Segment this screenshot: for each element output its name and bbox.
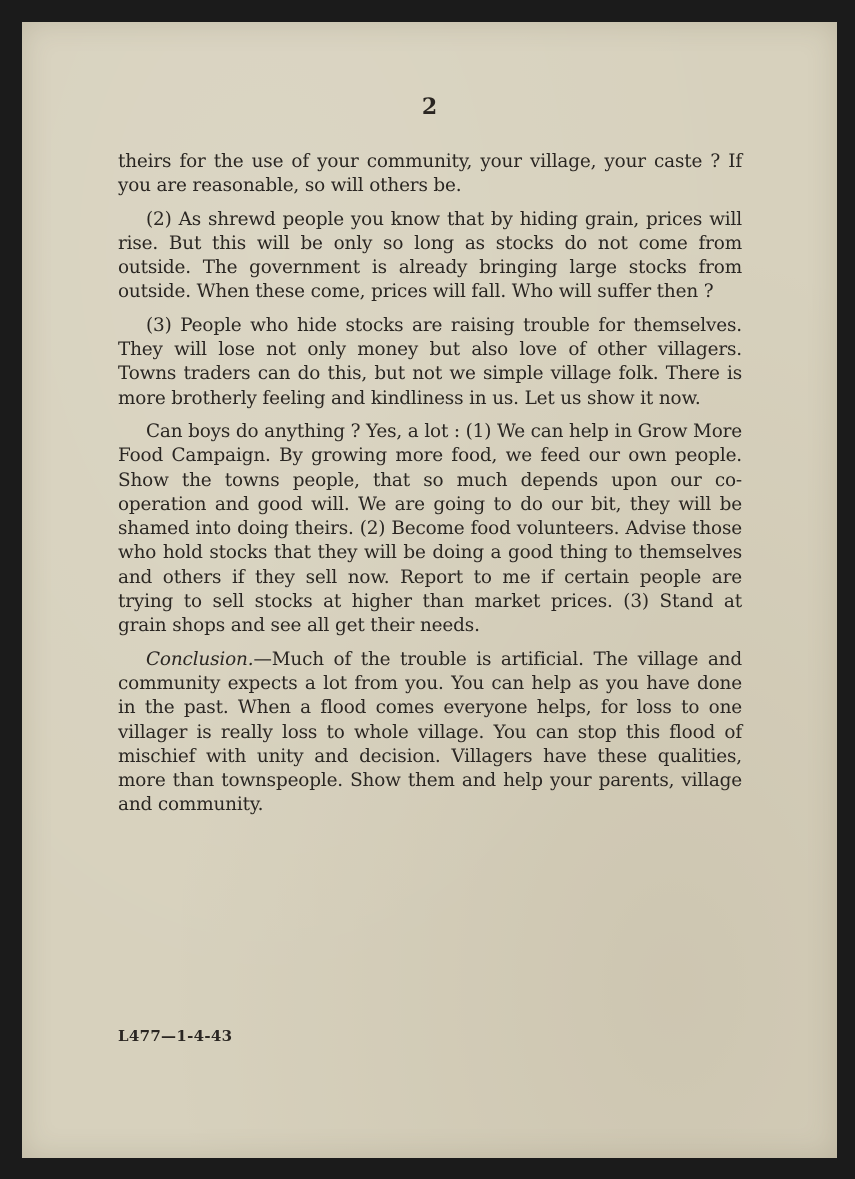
footer-code: L477—1-4-43 bbox=[118, 1027, 233, 1045]
paragraph-point-2: (2) As shrewd people you know that by hiding grain, prices will rise. But this will be only so long as stocks do not come from outside. The government is already bringing large stocks from outside. When these come, prices will fall. Who will suffer then ? bbox=[118, 208, 742, 303]
body-text bbox=[118, 150, 742, 827]
paragraph-point-3: (3) People who hide stocks are raising trouble for themselves. They will lose not only money but also love of other villagers. Towns traders can do this, but not we simple village folk. There is more brotherly feeling and kindliness in us. Let us show it now. bbox=[118, 314, 742, 409]
paragraph-conclusion bbox=[118, 648, 742, 818]
paragraph-boys: Can boys do anything ? Yes, a lot : (1) We can help in Grow More Food Campaign. By growing more food, we feed our own people. Show the towns people, that so much depends upon our co-operation and good will. We are going to do our bit, they will be shamed into doing theirs. (2) Become food volunteers. Advise those who hold stocks that they will be doing a good thing to themselves and others if they sell now. Report to me if certain people are trying to sell stocks at higher than market prices. (3) Stand at grain shops and see all get their needs. bbox=[118, 420, 742, 637]
conclusion-text: —Much of the trouble is artificial. The village and community expects a lot from you. You can help as you have done in the past. When a flood comes everyone helps, for loss to one villager is really loss to whole village. You can stop this flood of mischief with unity and decision. Villagers have these qualities, more than townspeople. Show them and help your parents, village and community. bbox=[118, 648, 742, 816]
paragraph-continuation: theirs for the use of your community, your village, your caste ? If you are reasonable, so will others be. bbox=[118, 151, 742, 197]
page-number: 2 bbox=[421, 94, 438, 120]
conclusion-label: Conclusion. bbox=[146, 648, 254, 670]
document-page bbox=[22, 22, 837, 1158]
